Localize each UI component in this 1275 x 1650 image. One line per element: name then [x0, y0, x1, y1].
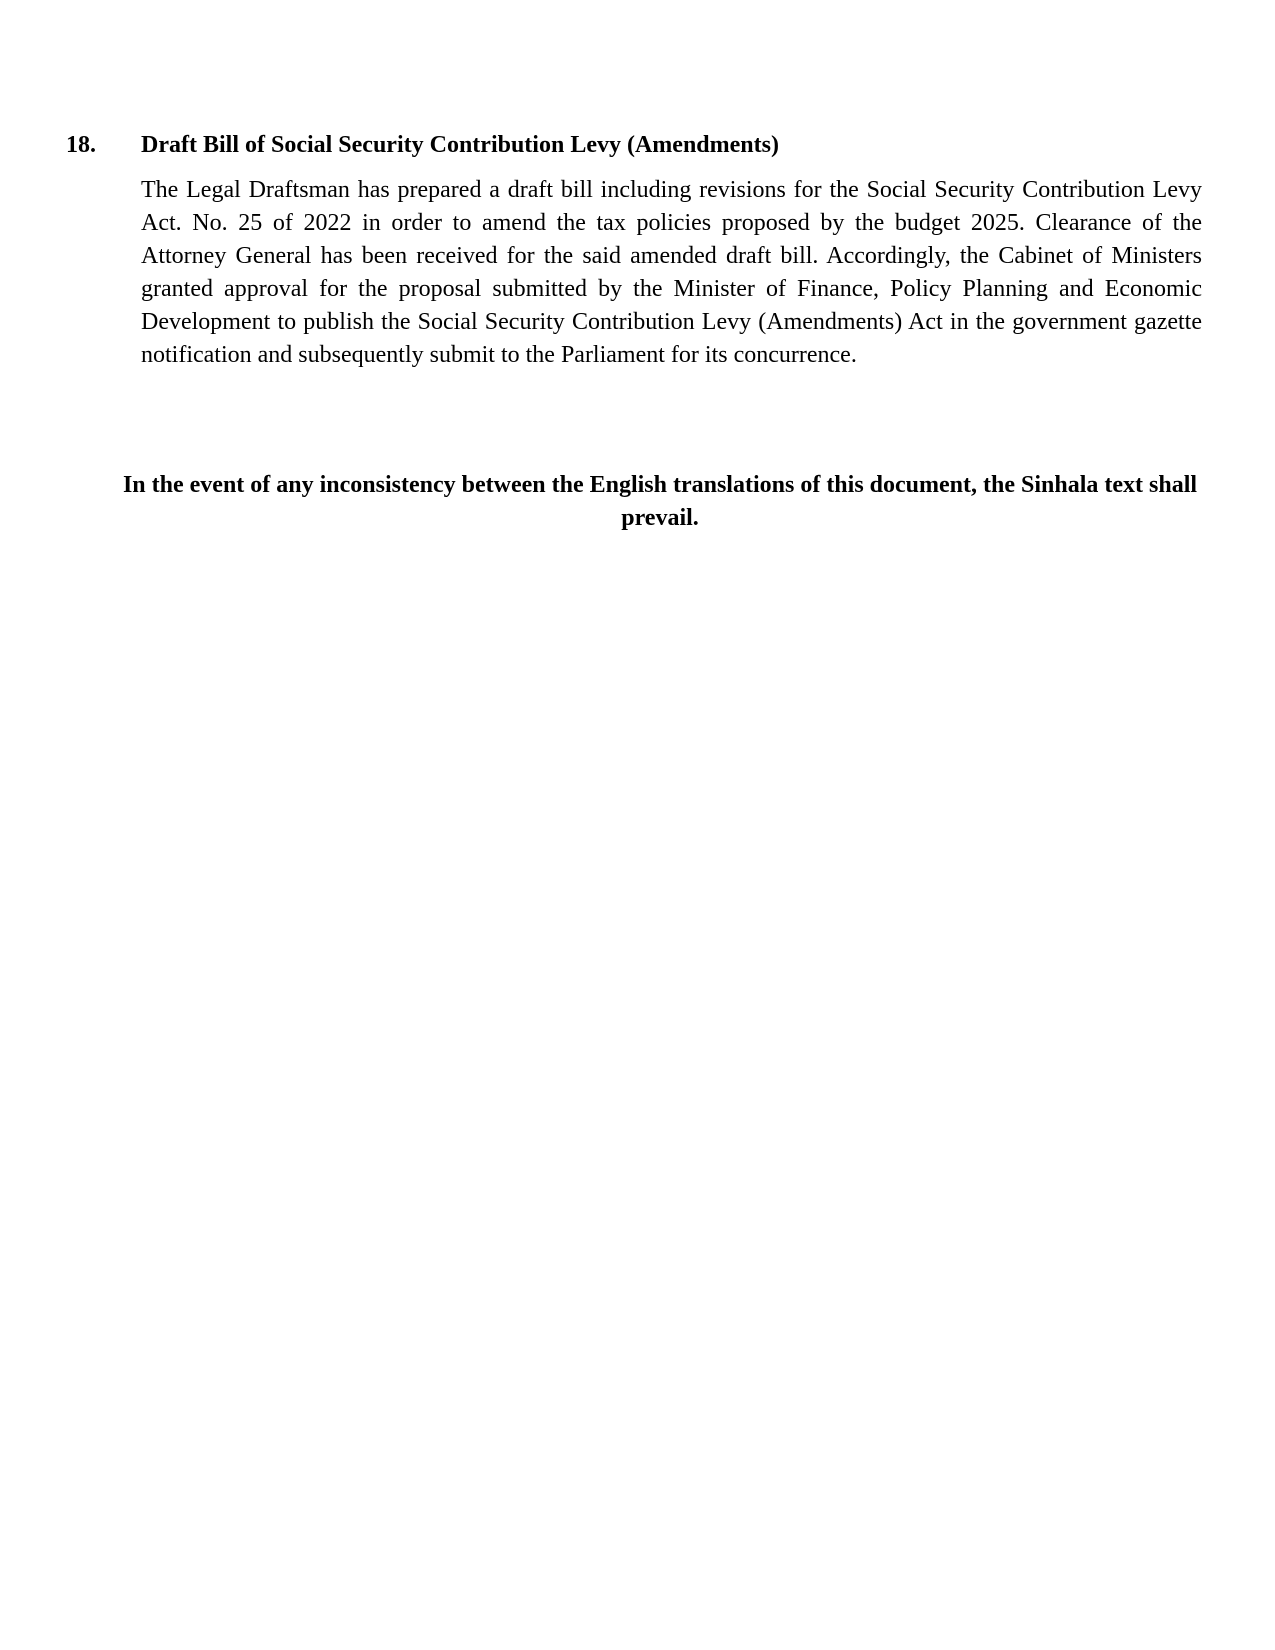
- decision-body: The Legal Draftsman has prepared a draft bill including revisions for the Social Security Contribution Levy Act. No. 25 of 2022 in order to amend the tax policies proposed by the budget 2025. Clearance of the Attorney General has been received for the said amended draft bill. Accordingly, the Cabinet of Ministers granted approval for the proposal submitted by the Minister of Finance, Policy Planning and Economic Development to publish the Social Security Contribution Levy (Amendments) Act in the government gazette notification and subsequently submit to the Parliament for its concurrence.: [141, 177, 1202, 368]
- decision-item: [66, 130, 1206, 396]
- decision-heading: [66, 130, 1206, 160]
- decision-title: Draft Bill of Social Security Contribution Levy (Amendments): [141, 132, 779, 158]
- language-notice: In the event of any inconsistency between the English translations of this document, the Sinhala text shall prevail.: [122, 472, 1198, 531]
- decision-number: 18.: [66, 132, 96, 158]
